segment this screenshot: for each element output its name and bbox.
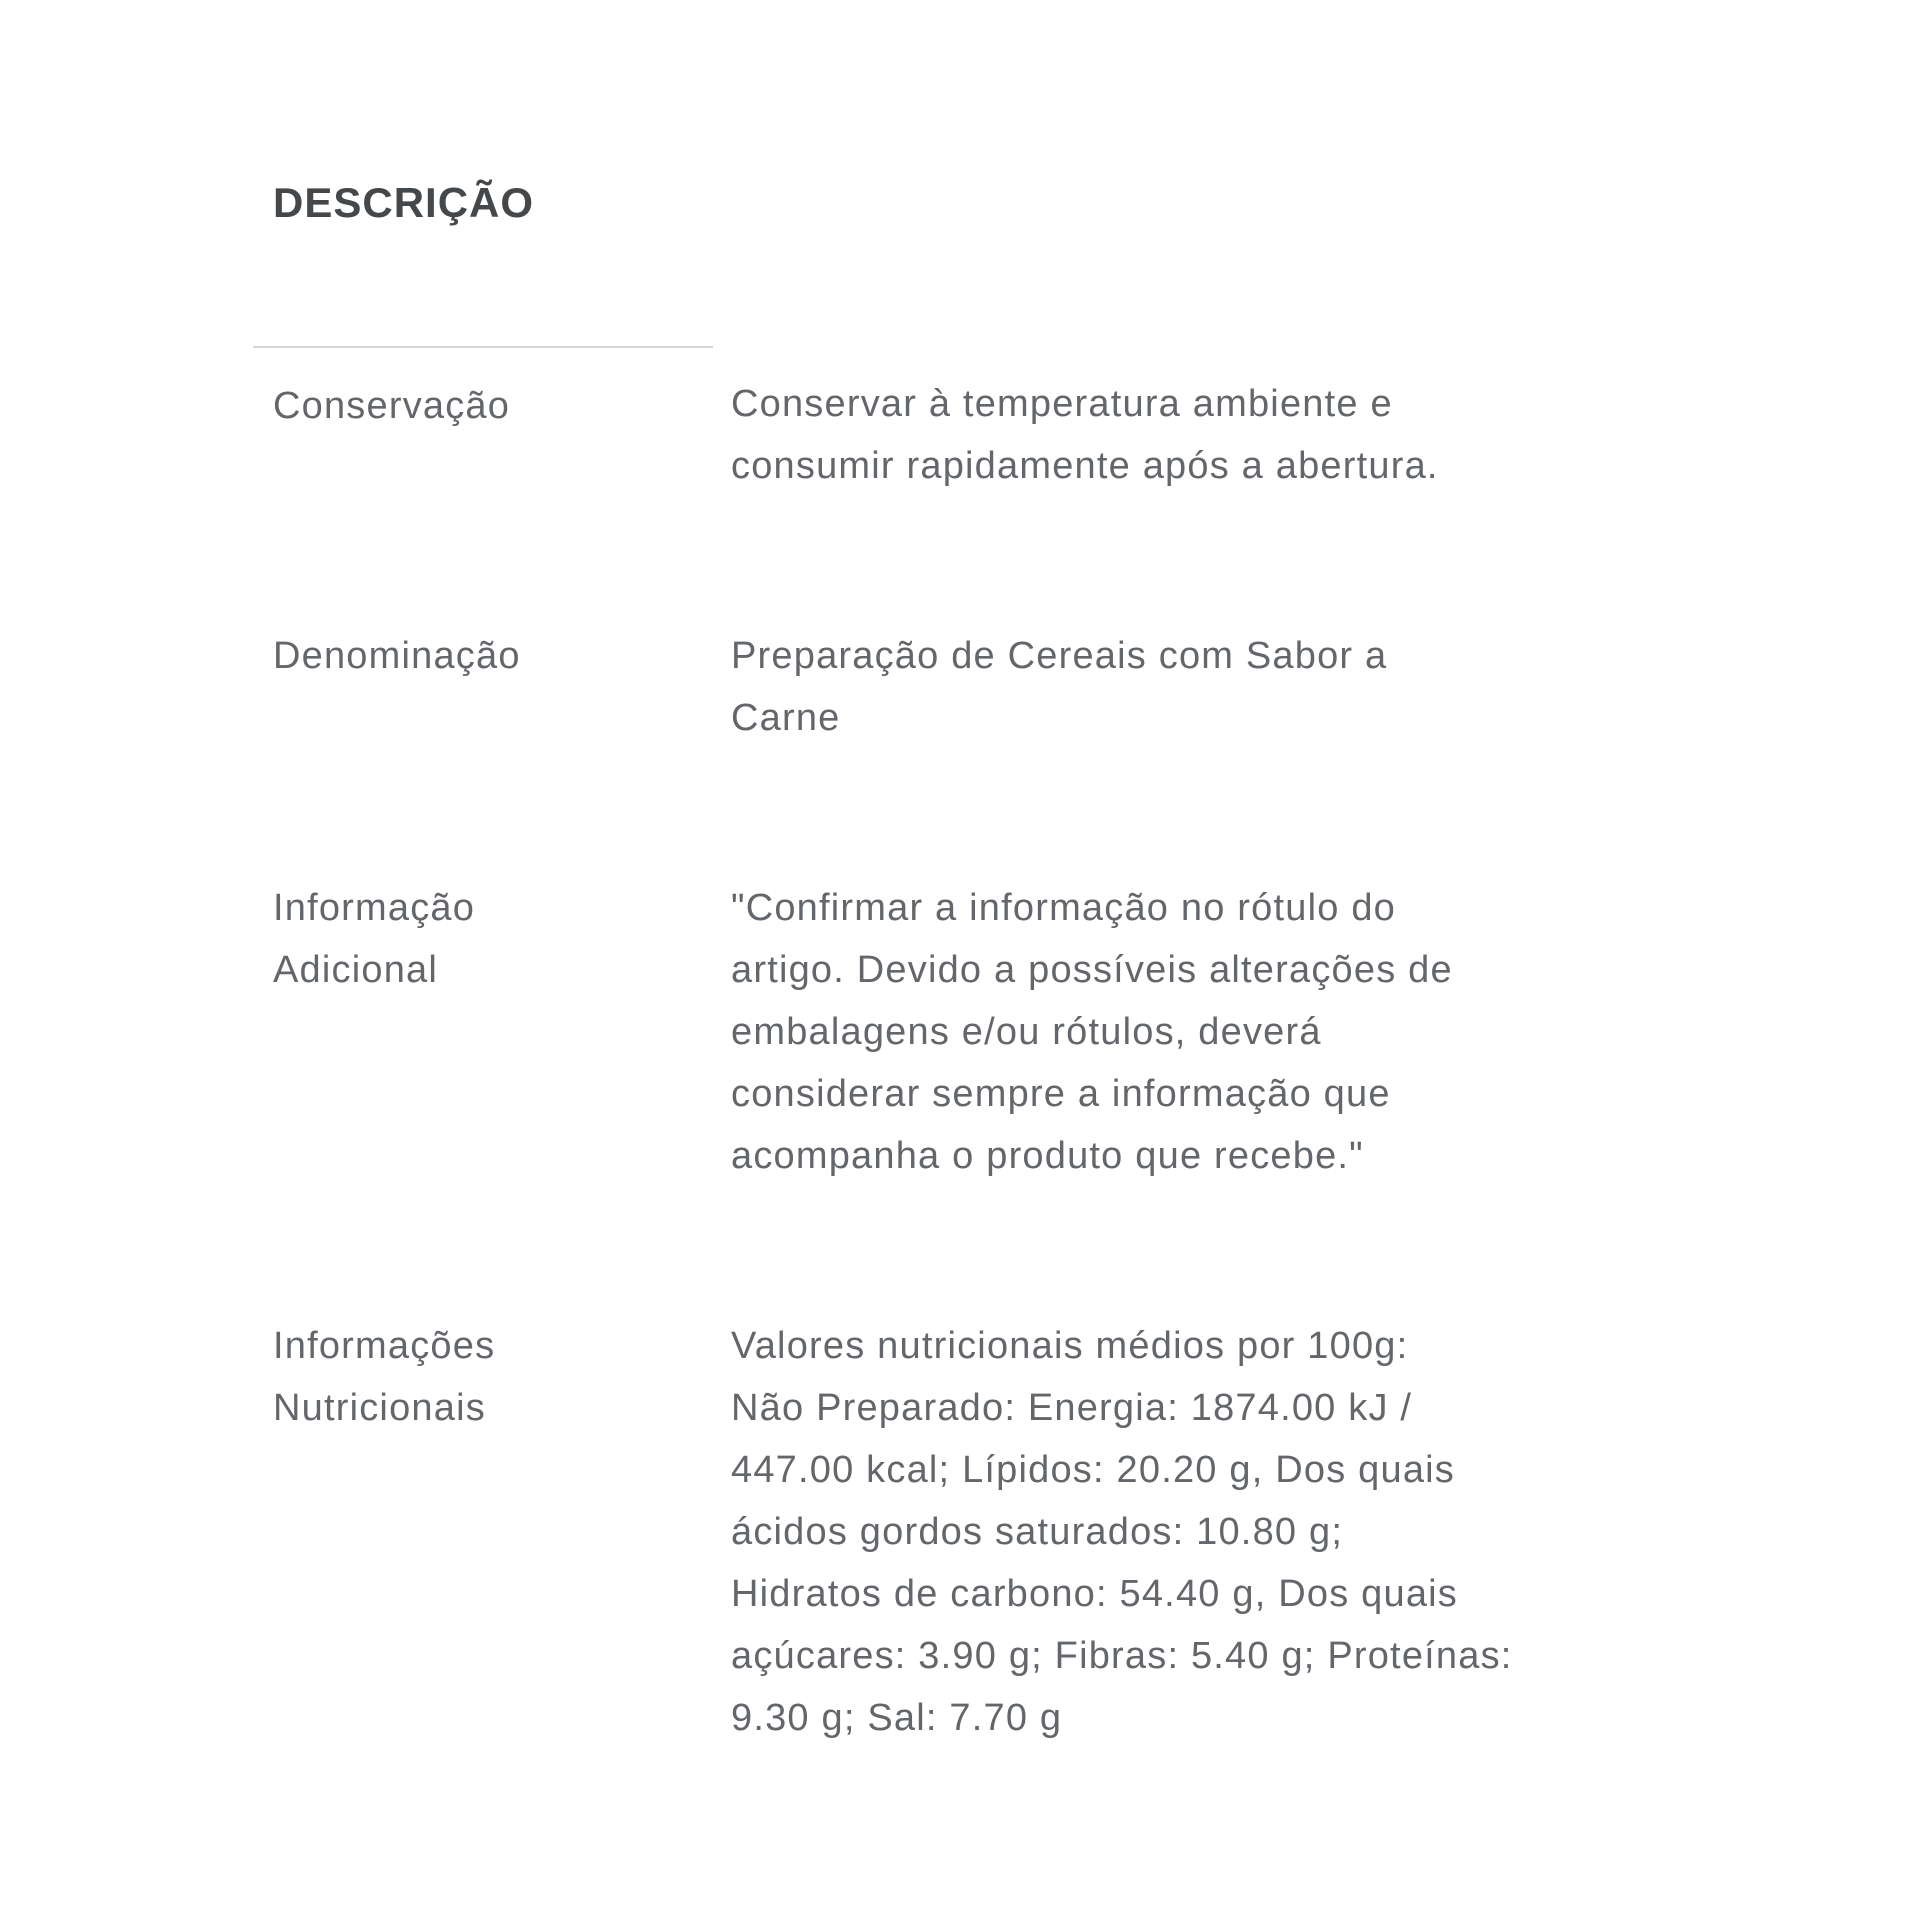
row-value — [731, 625, 1671, 749]
description-row — [253, 625, 1680, 749]
label-line: Conservação — [273, 385, 511, 428]
row-value — [731, 1315, 1671, 1749]
description-table — [253, 346, 1680, 1749]
description-row — [253, 877, 1680, 1187]
section-title: DESCRIÇÃO — [273, 179, 535, 226]
value-line: 9.30 g; Sal: 7.70 g — [731, 1697, 1063, 1740]
description-row — [253, 346, 1680, 497]
value-line: acompanha o produto que recebe." — [731, 1135, 1364, 1178]
value-line: Não Preparado: Energia: 1874.00 kJ / — [731, 1387, 1413, 1430]
value-line: embalagens e/ou rótulos, deverá — [731, 1011, 1322, 1054]
description-row — [253, 1315, 1680, 1749]
value-line: considerar sempre a informação que — [731, 1073, 1391, 1116]
value-line: Conservar à temperatura ambiente e — [731, 383, 1393, 426]
row-label — [253, 877, 713, 1001]
label-line: Denominação — [273, 635, 521, 678]
value-line: 447.00 kcal; Lípidos: 20.20 g, Dos quais — [731, 1449, 1456, 1492]
label-line: Informação — [273, 887, 476, 930]
value-line: Carne — [731, 697, 841, 740]
value-line: Hidratos de carbono: 54.40 g, Dos quais — [731, 1573, 1458, 1616]
value-line: Preparação de Cereais com Sabor a — [731, 635, 1388, 678]
value-line: "Confirmar a informação no rótulo do — [731, 887, 1396, 930]
value-line: consumir rapidamente após a abertura. — [731, 445, 1439, 488]
row-label — [253, 1315, 713, 1439]
value-line: ácidos gordos saturados: 10.80 g; — [731, 1511, 1344, 1554]
label-line: Informações — [273, 1325, 496, 1368]
row-label — [253, 346, 713, 437]
row-label — [253, 625, 713, 687]
row-value — [731, 346, 1671, 497]
label-line: Nutricionais — [273, 1387, 486, 1430]
value-line: artigo. Devido a possíveis alterações de — [731, 949, 1453, 992]
value-line: Valores nutricionais médios por 100g: — [731, 1325, 1409, 1368]
label-line: Adicional — [273, 949, 439, 992]
value-line: açúcares: 3.90 g; Fibras: 5.40 g; Proteínas: — [731, 1635, 1513, 1678]
row-value — [731, 877, 1671, 1187]
